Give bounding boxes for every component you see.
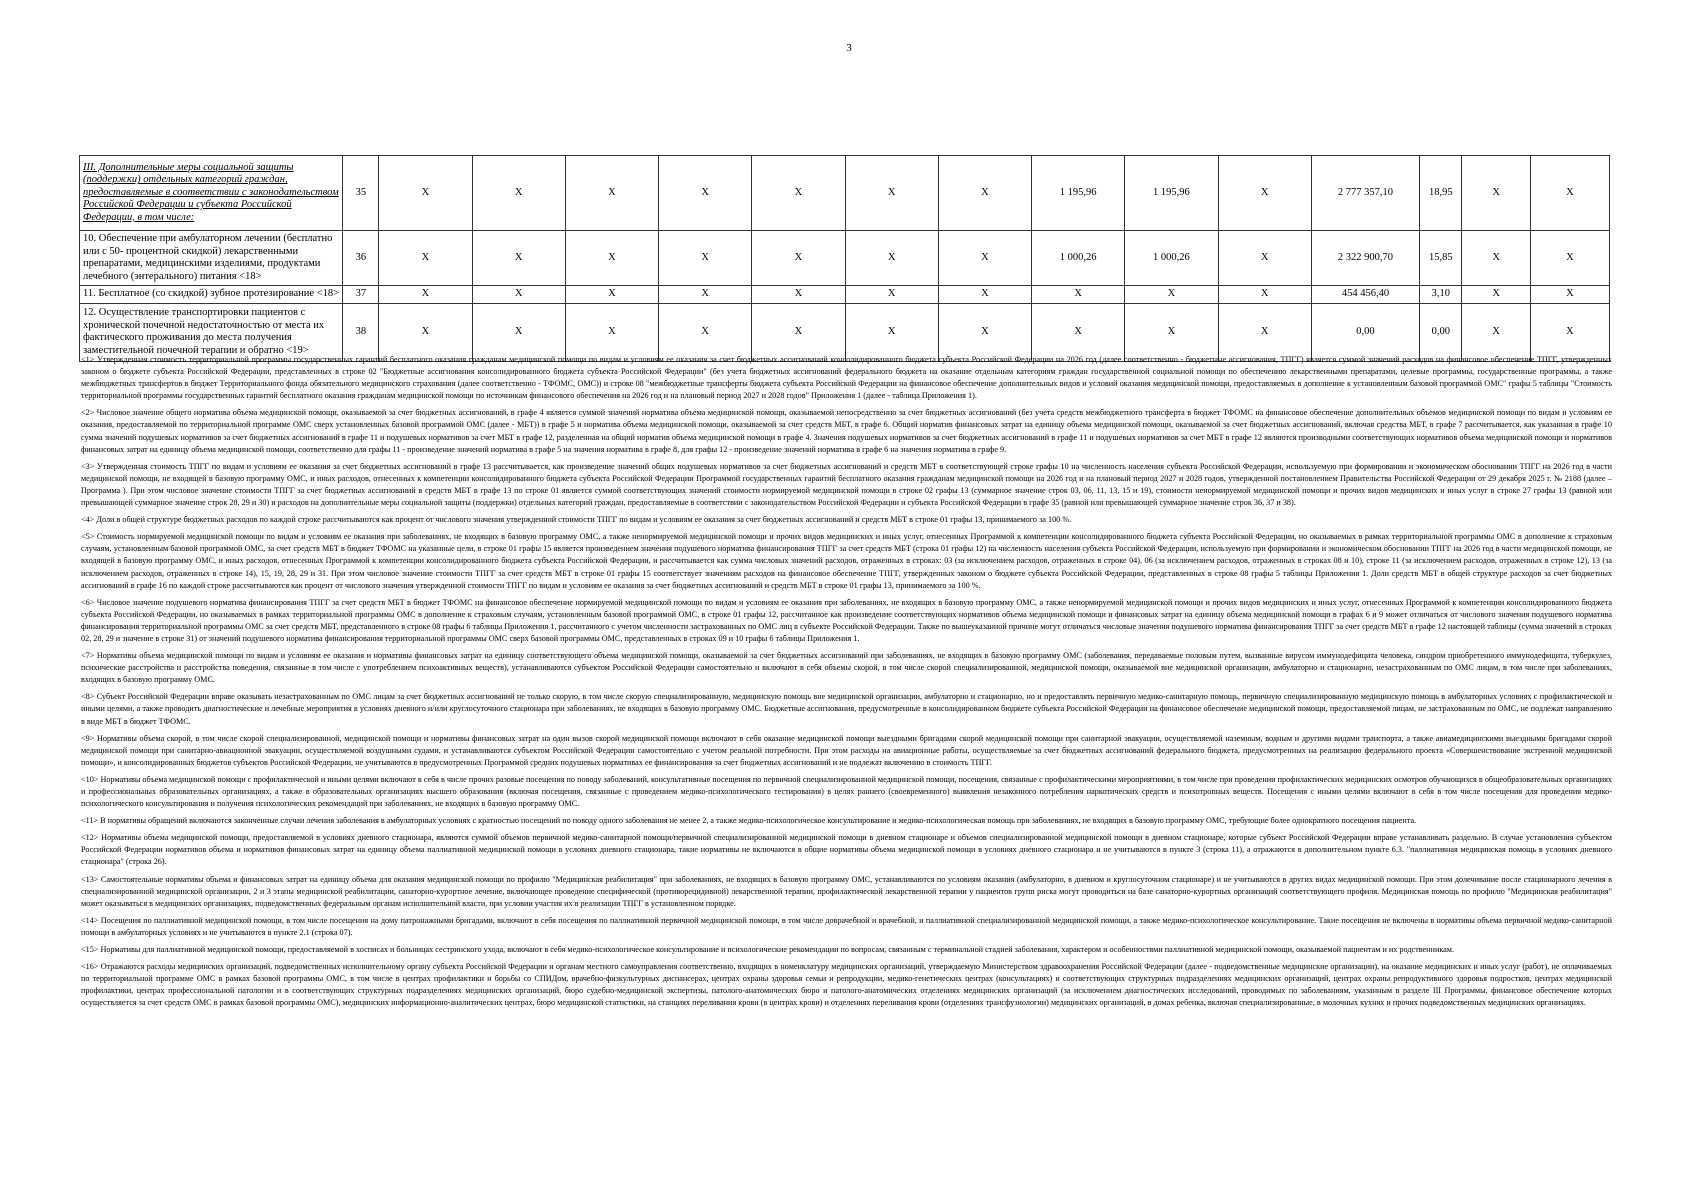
footnote: <16> Отражаются расходы медицинских организаций, подведомственных исполнительному органу субъекта Российской Федерации и органам местного самоуправления соответственно, входящих в номенклатуру медицинских организаций, утверждаемую Министерством здравоохранения Российской Федерации (далее - подведомственные медицинские организации), на оказание медицинских и иных услуг (работ), не оплачиваемых по территориальной программе ОМС в рамках базовой программы ОМС, в том числе в центрах профилактики и борьбы со СПИДом, врачебно-физкультурных диспансерах, центрах охраны здоровья семьи и репродукции, медико-генетических центрах (консультациях) и соответствующих структурных подразделениях медицинских организаций, центрах охраны репродуктивного здоровья подростков, центрах медицинской профилактики, центрах профессиональной патологии и в соответствующих структурных подразделениях медицинских организаций, бюро судебно-медицинской экспертизы, патолого-анатомических бюро и патолого-анатомических отделениях медицинских организаций (за исключением диагностических исследований, проводимых по заболеваниям, указанным в разделе III Программы, финансовое обеспечение которых осуществляется за счет средств ОМС в рамках базовой программы ОМС), медицинских информационно-аналитических центрах, бюро медицинской статистики, на станциях переливания крови (в центрах крови) и отделениях переливания крови (отделениях трансфузиологии) медицинских организаций, в домах ребенка, включая специализированные, в молочных кухнях и прочих подведомственных медицинских организациях. [81, 962, 1612, 1008]
table-cell: X [1462, 156, 1530, 231]
table-cell: X [379, 156, 472, 231]
table-cell: X [472, 231, 565, 286]
table-cell: X [659, 231, 752, 286]
footnote: <7> Нормативы объема медицинской помощи по видам и условиям ее оказания и нормативы финансовых затрат на единицу соответствующего объема медицинской помощи, оказываемой за счет бюджетных ассигнований при заболеваниях, не входящих в базовую программу ОМС (заболевания, передаваемые половым путем, вызванные вирусом иммунодефицита человека, синдром приобретенного иммунодефицита, туберкулез, психические расстройства и расстройства поведения, связанные в том числе с употреблением психоактивных веществ), устанавливаются субъектом Российской Федерации самостоятельно и включают в себя объемы скорой, в том числе скорой специализированной, медицинской помощи, оказываемой вне медицинской организации, амбулаторно и стационарно, незастрахованным по ОМС лицам, в том числе при заболеваниях, входящих в базовую программу ОМС. [81, 651, 1612, 685]
table-cell: X [379, 231, 472, 286]
table-cell: X [845, 303, 938, 361]
table-cell: X [565, 231, 658, 286]
table-cell: X [1530, 231, 1609, 286]
table-cell: X [1125, 286, 1218, 304]
table-row [80, 286, 1610, 304]
footnote: <4> Доли в общей структуре бюджетных расходов по каждой строке рассчитываются как процент от числового значения утвержденной стоимости ТПГГ по видам и условиям ее оказания за счет бюджетных ассигнований и средств МБТ в строке 01 графы 13, принимаемого за 100 %. [81, 515, 1072, 525]
table-cell: X [1218, 286, 1311, 304]
table-cell: 1 195,96 [1125, 156, 1218, 231]
footnote: <14> Посещения по паллиативной медицинской помощи, в том числе посещения на дому патронажными бригадами, включают в себя посещения по паллиативной первичной медицинской помощи, в том числе доврачебной и врачебной, и паллиативной специализированной медицинской помощи, а также медико-психологическое консультирование. Такие посещения не включены в нормативы объема первичной медико-санитарной помощи в амбулаторных условиях и не учитываются в пункте 2.1 (строка 07). [81, 915, 1612, 937]
table-cell: X [938, 286, 1031, 304]
footnote: <9> Нормативы объема скорой, в том числе скорой специализированной, медицинской помощи и нормативы финансовых затрат на один вызов скорой медицинской помощи включают в себя оказание медицинской помощи выездными бригадами скорой медицинской помощи при санитарной эвакуации, осуществляемой наземным, водным и другими видами транспорта, а также авиамедицинскими выездными бригадами скорой медицинской помощи при санитарно-авиационной эвакуации, осуществляемой воздушными судами, и устанавливаются субъектом Российской Федерации самостоятельно с учетом реальной потребности. При этом расходы на авиационные работы, осуществляемые за счет бюджетных ассигнований федерального бюджета, предусмотренных на реализацию федерального проекта «Совершенствование экстренной медицинской помощи», и консолидированных бюджетов субъектов Российской Федерации, не учитываются в предусмотренных Программой средних подушевых нормативах ее финансирования за счет бюджетных ассигнований и не подлежат включению в стоимость ТПГГ. [81, 733, 1612, 767]
table-cell: X [1462, 286, 1530, 304]
footnote: <1> Утвержденная стоимость территориальной программы государственных гарантий бесплатного оказания гражданам медицинской помощи по видам и условиям ее оказания за счет бюджетных ассигнований консолидированного бюджета субъекта Российской Федерации на 2026 год (далее соответственно - бюджетные ассигнования, ТПГГ) является суммой значений расходов на финансовое обеспечение ТПГГ, утвержденных законом о бюджете субъекта Российской Федерации, представленных в строке 02 "Бюджетные ассигнования консолидированного бюджета субъекта Российской Федерации" (без учета бюджетных ассигнований федерального бюджета на оказание отдельным категориям граждан государственной социальной помощи по обеспечению лекарственными препаратами, целевые программы, государственные программы, а также межбюджетных трансфертов в бюджет Территориального фонда обязательного медицинского страхования (далее соответственно - ТФОМС, ОМС)) и строке 08 "межбюджетные трансферты бюджета субъекта Российской Федерации на финансовое обеспечение дополнительных видов и условий оказания медицинской помощи, предоставляемых в дополнение к установленным базовой программой ОМС" графы 5 таблицы "Стоимость территориальной программы государственных гарантий бесплатного оказания гражданам медицинской помощи по источникам финансового обеспечения на 2026 год и на плановый период 2027 и 2028 годов" Приложения 1 (далее - таблица Приложения 1). [81, 355, 1612, 401]
row-number: 38 [343, 303, 379, 361]
footnote: <13> Самостоятельные нормативы объема и финансовых затрат на единицу объема для оказания медицинской помощи по профилю "Медицинская реабилитация" при заболеваниях, не входящих в базовую программу ОМС, устанавливаются по условиям оказания (амбулаторно, в дневном и круглосуточном стационаре) и не учитываются в других видах медицинской помощи. При этом долечивание после стационарного лечения в специализированной медицинской организации, 2 и 3 этапы медицинской реабилитации, санаторно-курортное лечение, включающее проведение специфической (противорецидивной) лекарственной терапии, профилактической лекарственной терапии у пациентов групп риска могут проводиться на базе санаторно-курортных организаций соответствующего профиля. Медицинская помощь по профилю "Медицинская реабилитация" может оказываться в медицинских организациях, подведомственных федеральным органам исполнительной власти, при условии участия их в реализации ТПГГ в установленном порядке. [81, 874, 1612, 908]
row-label: 10. Обеспечение при амбулаторном лечении (бесплатно или с 50- процентной скидкой) лекарственными препаратами, медицинскими изделиями, продуктами лечебного (энтерального) питания <18> [80, 231, 343, 286]
table-cell: X [565, 286, 658, 304]
table-cell: 0,00 [1311, 303, 1419, 361]
footnote: <12> Нормативы объема медицинской помощи, предоставляемой в условиях дневного стационара, являются суммой объемов первичной медико-санитарной помощи/первичной специализированной медицинской помощи в дневном стационаре и объемов специализированной медицинской помощи в дневном стационаре, которые субъект Российской Федерации вправе устанавливать раздельно. В случае установления субъектом Российской Федерации нормативов объема и нормативов финансовых затрат на единицу объема паллиативной медицинской помощи в условиях дневного стационара, такие нормативы не включаются в общие нормативы объема медицинской помощи в условиях дневного стационара и не учитываются в пункте 3 (строка 11), а отражаются в дополнительном пункте 6.3. "паллиативная медицинская помощь в условиях дневного стационара" (строка 26). [81, 833, 1612, 867]
footnote: <5> Стоимость нормируемой медицинской помощи по видам и условиям ее оказания при заболеваниях, не входящих в базовую программу ОМС, а также ненормируемой медицинской помощи и прочих видов медицинских и иных услуг, отнесенных Программой к компетенции консолидированного бюджета субъекта Российской Федерации, но оказываемых в рамках территориальной программы ОМС в дополнение к страховым случаям, установленным базовой программой ОМС, за счет средств МБТ в бюджет ТФОМС на указанные цели, в строке 01 графы 15 является произведением значения подушевого норматива финансирования ТПГГ за счет средств МБТ (строка 01 графы 12) на численность населения субъекта Российской Федерации, используемую при формировании и экономическом обосновании ТПГГ на 2026 год в части медицинской помощи, не входящей в базовую программу ОМС, и иных расходов, отнесенных Программой к компетенции консолидированного бюджета субъекта Российской Федерации, и рассчитывается как сумма числовых значений расходов, отраженных в строках: 03 (за исключением расходов, отраженных в строке 04), 06 (за исключением расходов, отраженных в строках 08 и 10), строке 11 (за исключением расходов, отраженных в строке 12), 13 (за исключением расходов, отраженных в строке 14), 15, 19, 28, 29 и 31. При этом числовое значение стоимости ТПГГ за счет средств МБТ в строке 01 графы 15 соответствует значениям расходов на финансовое обеспечение ТПГГ, утвержденных законом о бюджете субъекта Российской Федерации, представленных в строке 08 графы 5 таблицы Приложения 1. Доли средств МБТ в общей структуре расходов за счет бюджетных ассигнований в графе 16 по каждой строке рассчитываются как процент от числового значения утвержденной стоимости ТПГГ по видам и условиям ее оказания за счет бюджетных ассигнований и средств МБТ в строке 01 графы 13, принимаемого за 100 %. [81, 532, 1612, 590]
table-cell: 2 777 357,10 [1311, 156, 1419, 231]
table-cell: 18,95 [1420, 156, 1462, 231]
table-cell: 2 322 900,70 [1311, 231, 1419, 286]
table-cell: X [752, 231, 845, 286]
table-cell: X [1125, 303, 1218, 361]
budget-table [79, 155, 1610, 362]
row-label: III. Дополнительные меры социальной защиты (поддержки) отдельных категорий граждан, предоставляемые в соответствии с законодательством Российской Федерации и субъекта Российской Федерации, в том числе: [80, 156, 343, 231]
table-cell: X [752, 303, 845, 361]
table-cell: X [752, 156, 845, 231]
table-cell: 0,00 [1420, 303, 1462, 361]
footnotes [81, 354, 1612, 1015]
table-cell: 15,85 [1420, 231, 1462, 286]
table-cell: X [845, 156, 938, 231]
table-cell: X [1218, 303, 1311, 361]
table-cell: X [472, 286, 565, 304]
table-cell: X [472, 156, 565, 231]
table-cell: X [938, 156, 1031, 231]
table-cell: 454 456,40 [1311, 286, 1419, 304]
table-cell: 1 000,26 [1125, 231, 1218, 286]
table-cell: X [1462, 303, 1530, 361]
row-number: 36 [343, 231, 379, 286]
table-cell: X [659, 286, 752, 304]
table-cell: 3,10 [1420, 286, 1462, 304]
table-cell: 1 195,96 [1032, 156, 1125, 231]
table-cell: X [1032, 286, 1125, 304]
table-cell: X [1218, 231, 1311, 286]
table-cell: X [565, 303, 658, 361]
table-cell: 1 000,26 [1032, 231, 1125, 286]
row-number: 35 [343, 156, 379, 231]
table-row [80, 156, 1610, 231]
table-cell: X [379, 303, 472, 361]
table-cell: X [845, 286, 938, 304]
table-row [80, 303, 1610, 361]
table-cell: X [938, 303, 1031, 361]
footnote: <8> Субъект Российской Федерации вправе оказывать незастрахованным по ОМС лицам за счет бюджетных ассигнований не только скорую, в том числе скорую специализированную, медицинскую помощь вне медицинской организации, амбулаторно и стационарно, но и предоставлять первичную медико-санитарную помощь, первичную специализированную медицинскую помощь в амбулаторных условиях с профилактической и иными целями, а также проводить диагностические и лечебные мероприятия в условиях дневного и/или круглосуточного стационара при заболеваниях, не входящих в базовую программу ОМС. Бюджетные ассигнования, предусмотренные в консолидированном бюджете субъекта Российской Федерации на финансовое обеспечение медицинской помощи, предоставляемой лицам, не застрахованным по ОМС, не подлежат направлению в виде МБТ в бюджет ТФОМС. [81, 692, 1612, 726]
table-cell: X [1530, 156, 1609, 231]
table-cell: X [1218, 156, 1311, 231]
row-label: 12. Осуществление транспортировки пациентов с хронической почечной недостаточностью от места их фактического проживания до места получения заместительной почечной терапии и обратно <19> [80, 303, 343, 361]
footnote: <15> Нормативы для паллиативной медицинской помощи, предоставляемой в хосписах и больницах сестринского ухода, включают в себя медико-психологическое консультирование и психологические рекомендации по вопросам, связанным с терминальной стадией заболевания, характером и особенностями паллиативной медицинской помощи, оказываемой пациентам и их родственникам. [81, 945, 1455, 955]
row-number: 37 [343, 286, 379, 304]
footnote: <11> В нормативы обращений включаются законченные случаи лечения заболевания в амбулаторных условиях с кратностью посещений по поводу одного заболевания не менее 2, а также медико-психологическое консультирование и медико-психологическая помощь при заболеваниях, не входящих в базовую программу ОМС, требующие более однократного посещения пациента. [81, 816, 1417, 826]
table-cell: X [379, 286, 472, 304]
table-cell: X [659, 303, 752, 361]
table-row [80, 231, 1610, 286]
table-cell: X [845, 231, 938, 286]
row-label: 11. Бесплатное (со скидкой) зубное протезирование <18> [80, 286, 343, 304]
footnote: <10> Нормативы объема медицинской помощи с профилактической и иными целями включают в себя в числе прочих разовые посещения по поводу заболеваний, консультативные посещения по первичной специализированной медицинской помощи, посещения, связанные с профилактическими мероприятиями, в том числе при проведении профилактических медицинских осмотров обучающихся в общеобразовательных организациях и профессиональных образовательных организациях, а также в образовательных организациях высшего образования (включая посещения, связанные с проведением медико-психологического тестирования) в целях раннего (своевременного) выявления незаконного потребления наркотических средств и психотропных веществ. Посещения с иными целями включают в себя в том числе посещения для проведения медико-психологического консультирования и получения психологических рекомендаций при заболеваниях, не входящих в базовую программу ОМС. [81, 774, 1612, 809]
table-cell: X [752, 286, 845, 304]
table-cell: X [472, 303, 565, 361]
table-cell: X [1462, 231, 1530, 286]
footnote: <6> Числовое значение подушевого норматива финансирования ТПГГ за счет средств МБТ в бюджет ТФОМС на финансовое обеспечение нормируемой медицинской помощи по видам и условиям ее оказания при заболеваниях, не входящих в базовую программу ОМС, а также ненормируемой медицинской помощи и прочих видов медицинских и иных услуг, отнесенных Программой к компетенции консолидированного бюджета субъекта Российской Федерации, но оказываемых в рамках территориальной программы ОМС в дополнение к страховым случаям, установленным базовой программой ОМС, в строке 01 графы 12, рассчитанное как произведение соответствующих нормативов объема медицинской помощи и финансовых затрат на единицу объема медицинской помощи в графах 6 и 9 может отличаться от числового значения подушевого норматива финансирования территориальной программы ОМС за счет средств МБТ, представленного в строке 08 графы 6 таблицы Приложения 1, рассчитанного с учетом численности застрахованных по ОМС лиц в субъекте Российской Федерации. Также по вышеуказанной причине могут отличаться числовые значения подушевого норматива финансирования ТПГГ за счет средств МБТ в графе 12 настоящей таблицы (сумма значений в строках 02, 28, 29 и значение в строке 31) от значений подушевого норматива финансирования территориальной программы ОМС сверх базовой программы ОМС, представленных в строках 09 и 10 графы 6 таблицы Приложения 1. [81, 597, 1612, 643]
table-cell: X [1032, 303, 1125, 361]
table-cell: X [659, 156, 752, 231]
footnote: <3> Утвержденная стоимость ТПГГ по видам и условиям ее оказания за счет бюджетных ассигнований в графе 13 рассчитывается, как произведение значений общих подушевых нормативов за счет бюджетных ассигнований и средств МБТ в соответствующей строке графы 10 на численность населения субъекта Российской Федерации, используемую при формировании и экономическом обосновании ТПГГ на 2026 год в части медицинской помощи, не входящей в базовую программу ОМС, и иных расходов, отнесенных к компетенции консолидированного бюджета субъекта Российской Федерации Программой государственных гарантий бесплатного оказания гражданам медицинской помощи на 2026 год и на плановый период 2027 и 2028 годов, утвержденной постановлением Правительства Российской Федерации от 29 декабря 2025 г. № 2188 (далее – Программа ). При этом числовое значение стоимости ТПГГ за счет бюджетных ассигнований в средств МБТ в графе 13 по строке 01 является суммой соответствующих значений стоимости нормируемой медицинской помощи в строке 02 графы 13 (суммарное значение строк 03, 06, 11, 13, 15 и 19), стоимости ненормируемой медицинской помощи и прочих видов медицинских и иных услуг в строке 27 графы 13 (равной или превышающей суммарное значение строк 28, 29 и 30) и расходов на дополнительные меры социальной защиты (поддержки) отдельных категорий граждан, предоставляемые в соответствии с законодательством Российской Федерации и субъекта Российской Федерации в графе 35 (равной или превышающей суммарное значение строк 36, 37 и 38). [81, 461, 1612, 508]
table-cell: X [1530, 303, 1609, 361]
table-cell: X [565, 156, 658, 231]
footnote: <2> Числовое значение общего норматива объема медицинской помощи, оказываемой за счет бюджетных ассигнований, в графе 4 является суммой значений норматива объема медицинской помощи, оказываемой непосредственно за счет бюджетных ассигнований (без учета средств межбюджетного трансферта в бюджет ТФОМС на финансовое обеспечение дополнительных объемов медицинской помощи по видам и условиям ее оказания, предоставляемой по территориальной программе ОМС сверх установленных базовой программой ОМС (далее - МБТ)) в графе 5 и норматива объема медицинской помощи, оказываемой за счет средств МБТ, в графе 6. Общий норматив финансовых затрат на единицу объема медицинской помощи, оказываемой за счет бюджетных ассигнований, включая средства МБТ, в графе 7 рассчитывается, как указанная в графе 10 сумма значений подушевых нормативов за счет бюджетных ассигнований в графе 11 и подушевых нормативов за счет МБТ в графе 12, разделенная на общий норматив объема медицинской помощи в графе 4. Значения подушевых нормативов за счет бюджетных ассигнований в графе 11 и подушевых нормативов за счет МБТ в графе 12 являются производными соответствующих нормативов объема медицинской помощи и нормативов финансовых затрат на единицу объема медицинской помощи, соответственно для графы 11 - произведение значений норматива в графе 5 на значения норматива в графе 8, для графы 12 - произведение значений норматива в графе 6 на значения норматива в графе 9. [81, 408, 1612, 454]
page-number: 3 [846, 42, 852, 54]
table-cell: X [1530, 286, 1609, 304]
table-cell: X [938, 231, 1031, 286]
